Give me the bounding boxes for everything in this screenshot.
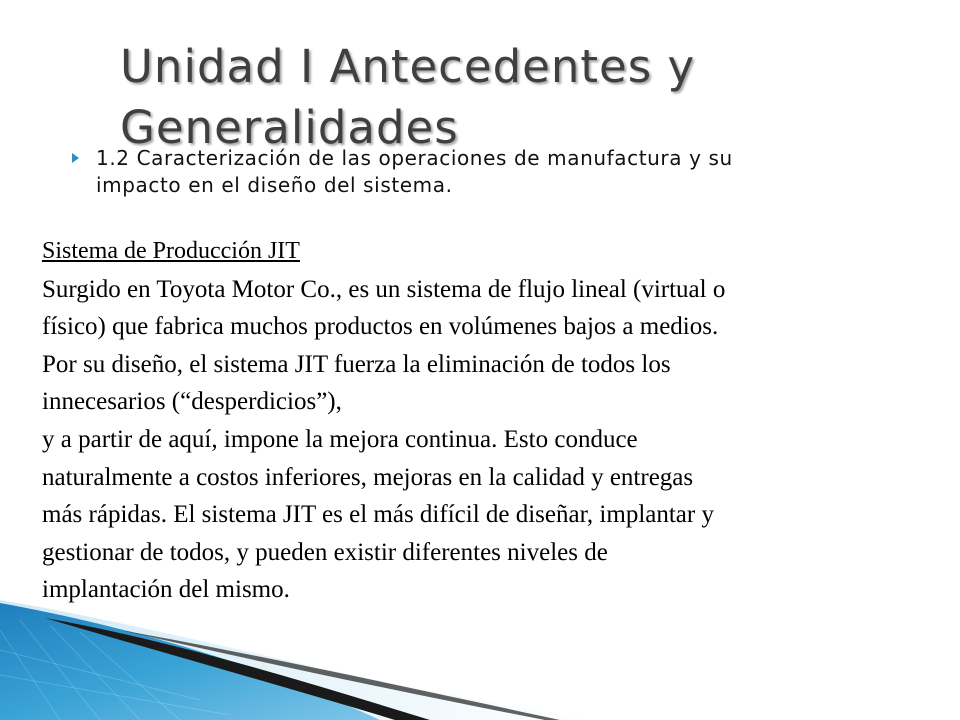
triangle-bullet-icon [72,153,79,163]
slide-title [120,36,920,158]
body-line-4: innecesarios (“desperdicios”), [42,388,342,416]
body-text-block [42,233,942,609]
bullet-line-1: 1.2 Caracterización de las operaciones de manufactura y su [96,146,733,170]
body-line-2: físico) que fabrica muchos productos en volúmenes bajos a medios. [42,313,719,341]
bullet-line-2: impacto en el diseño del sistema. [96,173,453,197]
bullet-text [96,145,876,199]
body-line-7: más rápidas. El sistema JIT es el más difícil de diseñar, implantar y [42,501,714,529]
section-heading: Sistema de Producción JIT [42,238,300,264]
body-line-5: y a partir de aquí, impone la mejora continua. Esto conduce [42,425,638,453]
body-line-6: naturalmente a costos inferiores, mejoras en la calidad y entregas [42,463,694,491]
body-line-9: implantación del mismo. [42,576,290,604]
title-line-1: Unidad I Antecedentes y [120,40,696,94]
body-line-3: Por su diseño, el sistema JIT fuerza la eliminación de todos los [42,350,671,378]
title-line-2: Generalidades [120,101,459,155]
body-line-8: gestionar de todos, y pueden existir diferentes niveles de [42,538,608,566]
body-line-1: Surgido en Toyota Motor Co., es un sistema de flujo lineal (virtual o [42,275,726,303]
